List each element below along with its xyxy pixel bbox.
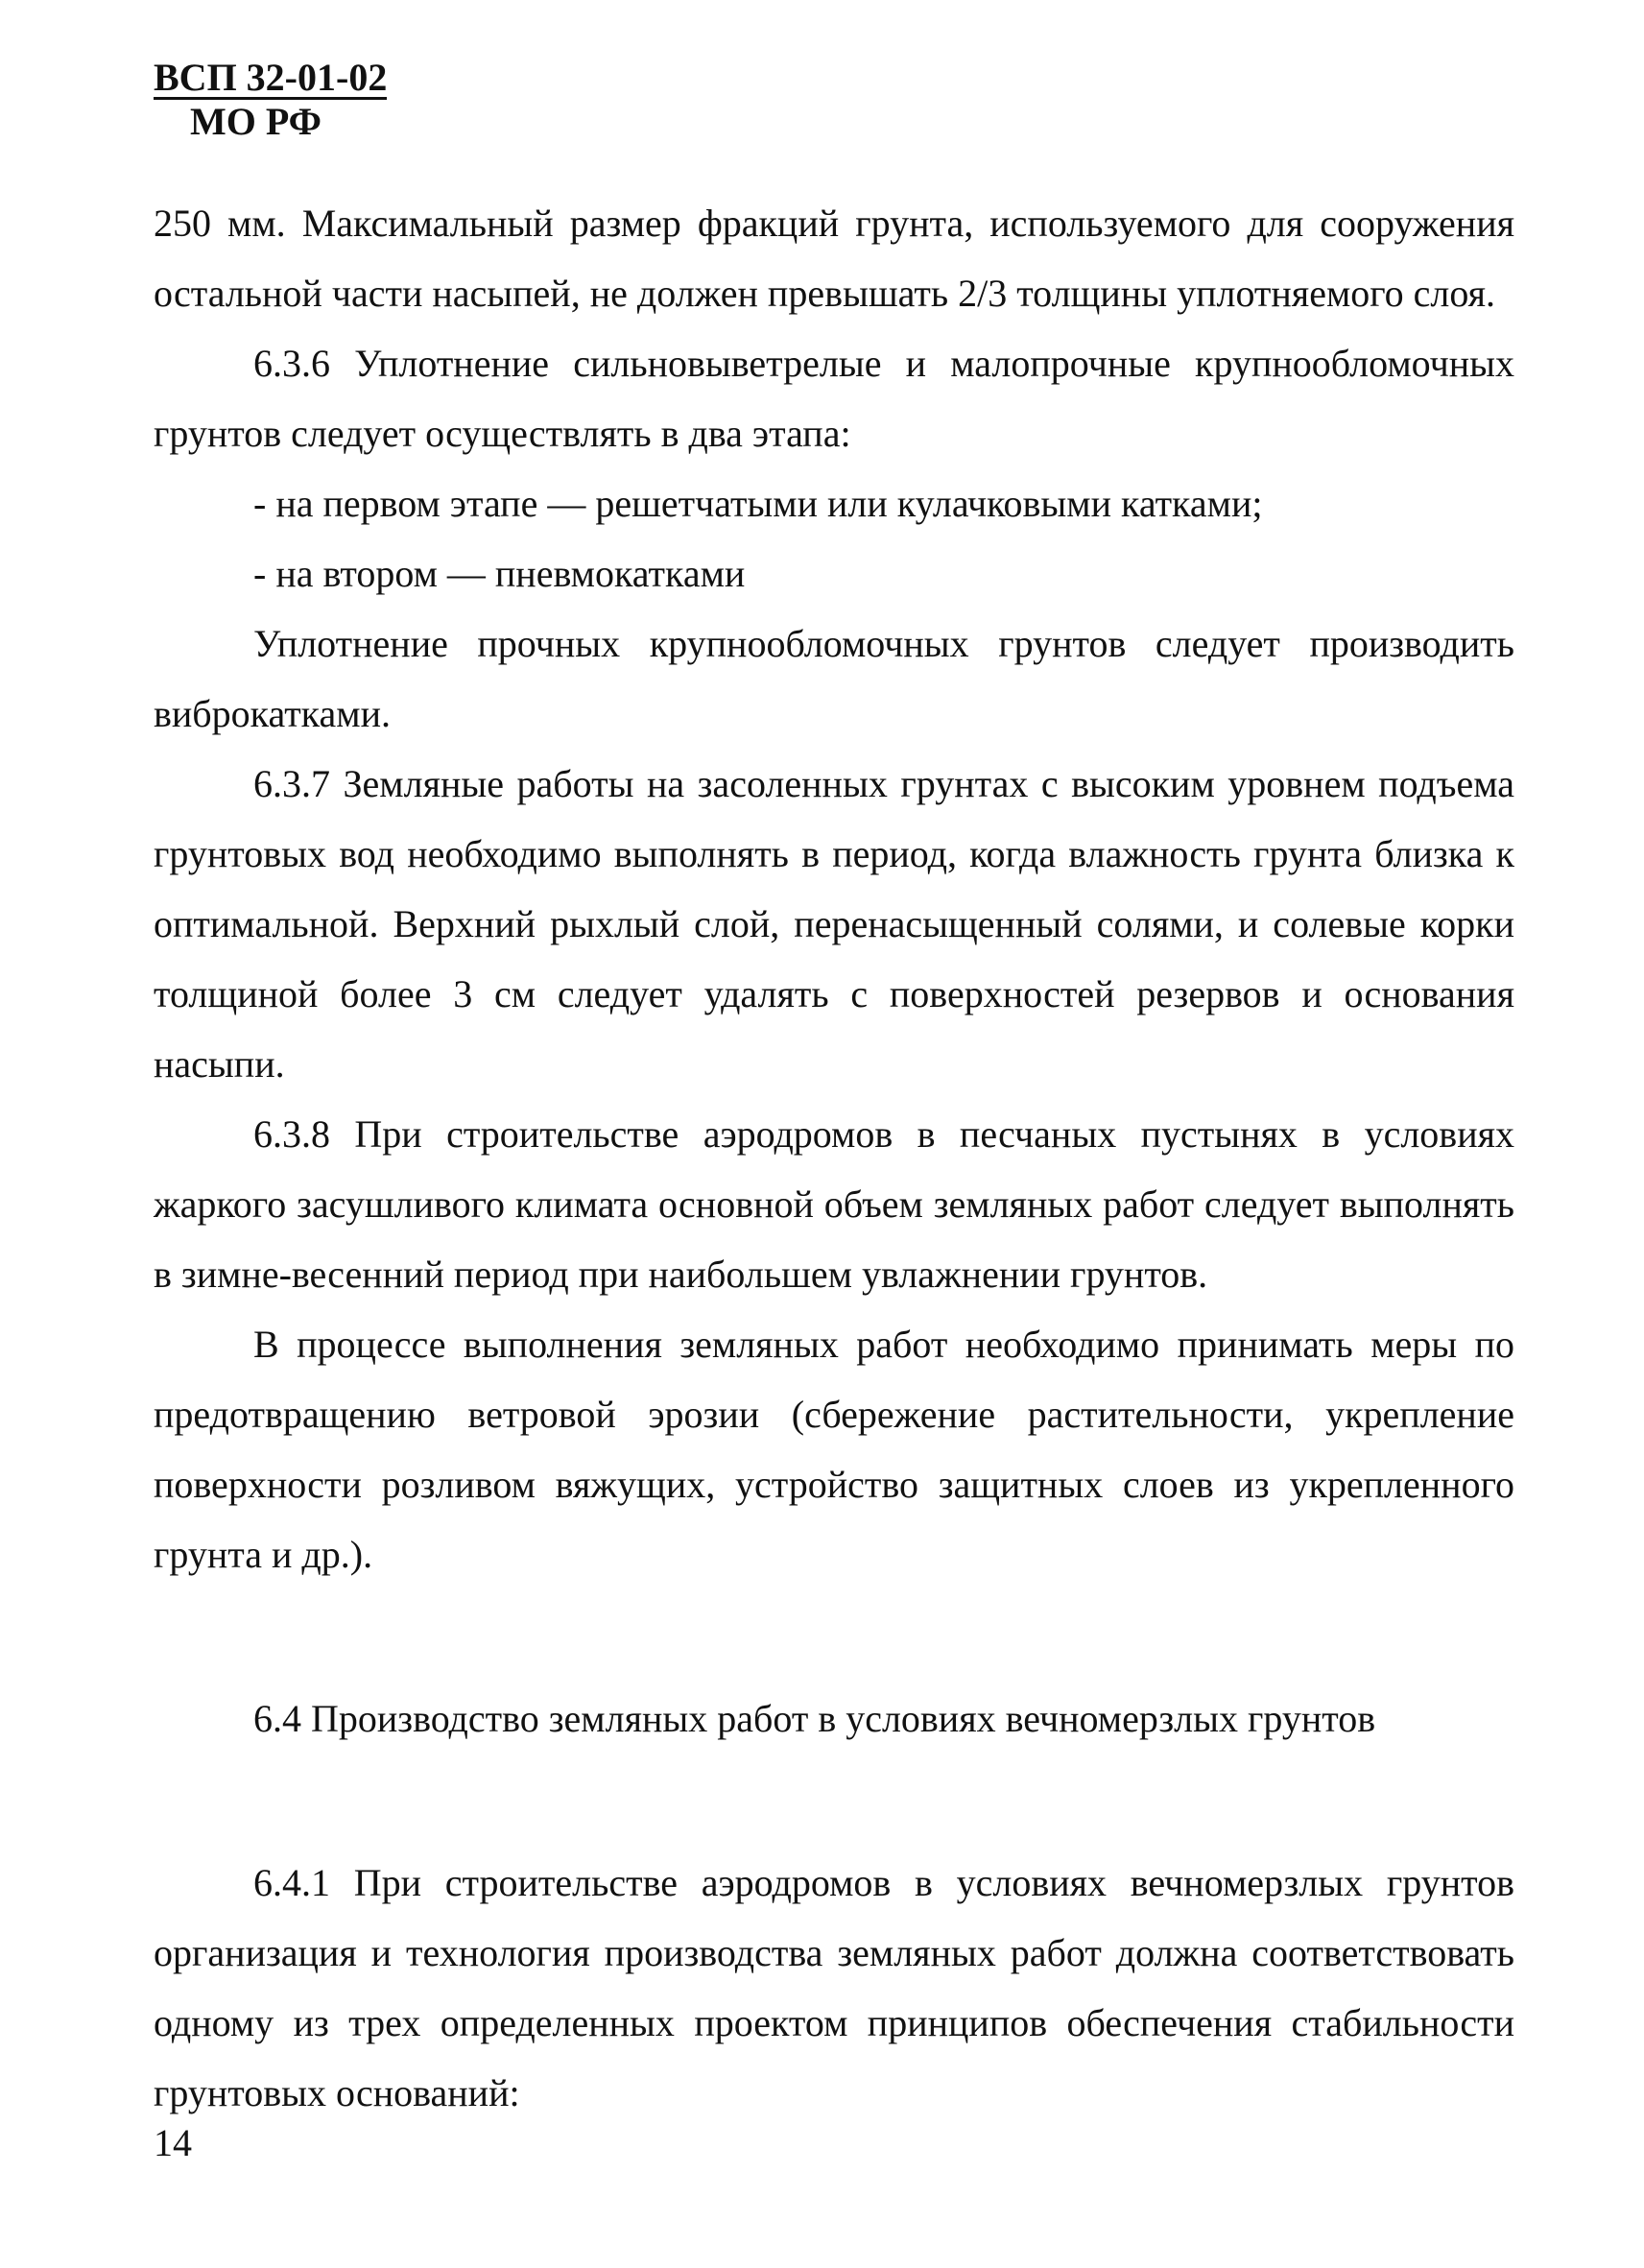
document-header xyxy=(154,56,387,144)
paragraph-6-3-8: 6.3.8 При строительстве аэродромов в песчаных пустынях в условиях жаркого засушливого климата основной объем земляных работ следует выполнять в зимне-весенний период при наибольшем увлажнении грунтов. xyxy=(154,1112,1514,1296)
document-organization: МО РФ xyxy=(190,100,322,143)
paragraph-erosion-measures: В процессе выполнения земляных работ необходимо принимать меры по предотвращению ветровой эрозии (сбережение растительности, укрепление поверхности розливом вяжущих, устройство защитных слоев из укрепленного грунта и др.). xyxy=(154,1323,1514,1576)
list-item-stage-1: - на первом этапе — решетчатыми или кулачковыми катками; xyxy=(253,482,1263,525)
paragraph-6-3-7: 6.3.7 Земляные работы на засоленных грунтах с высоким уровнем подъема грунтовых вод необходимо выполнять в период, когда влажность грунта близка к оптимальной. Верхний рыхлый слой, перенасыщенный солями, и солевые корки толщиной более 3 см следует удалять с поверхностей резервов и основания насыпи. xyxy=(154,762,1514,1086)
list-item-stage-2: - на втором — пневмокатками xyxy=(253,552,746,595)
document-code: ВСП 32-01-02 xyxy=(154,56,388,99)
section-heading-6-4: 6.4 Производство земляных работ в условиях вечномерзлых грунтов xyxy=(253,1697,1376,1740)
paragraph-compaction-strong-soils: Уплотнение прочных крупнообломочных грунтов следует производить виброкатками. xyxy=(154,622,1514,735)
document-body xyxy=(154,188,1514,2128)
paragraph-continuation: 250 мм. Максимальный размер фракций грунта, используемого для сооружения остальной части насыпей, не должен превышать 2/3 толщины уплотняемого слоя. xyxy=(154,202,1514,315)
paragraph-6-3-6: 6.3.6 Уплотнение сильновыветрелые и малопрочные крупнообломочных грунтов следует осуществлять в два этапа: xyxy=(154,342,1514,455)
page-number: 14 xyxy=(154,2121,192,2164)
paragraph-6-4-1: 6.4.1 При строительстве аэродромов в условиях вечномерзлых грунтов организация и технология производства земляных работ должна соответствовать одному из трех определенных проектом принципов обеспечения стабильности грунтовых оснований: xyxy=(154,1861,1514,2114)
